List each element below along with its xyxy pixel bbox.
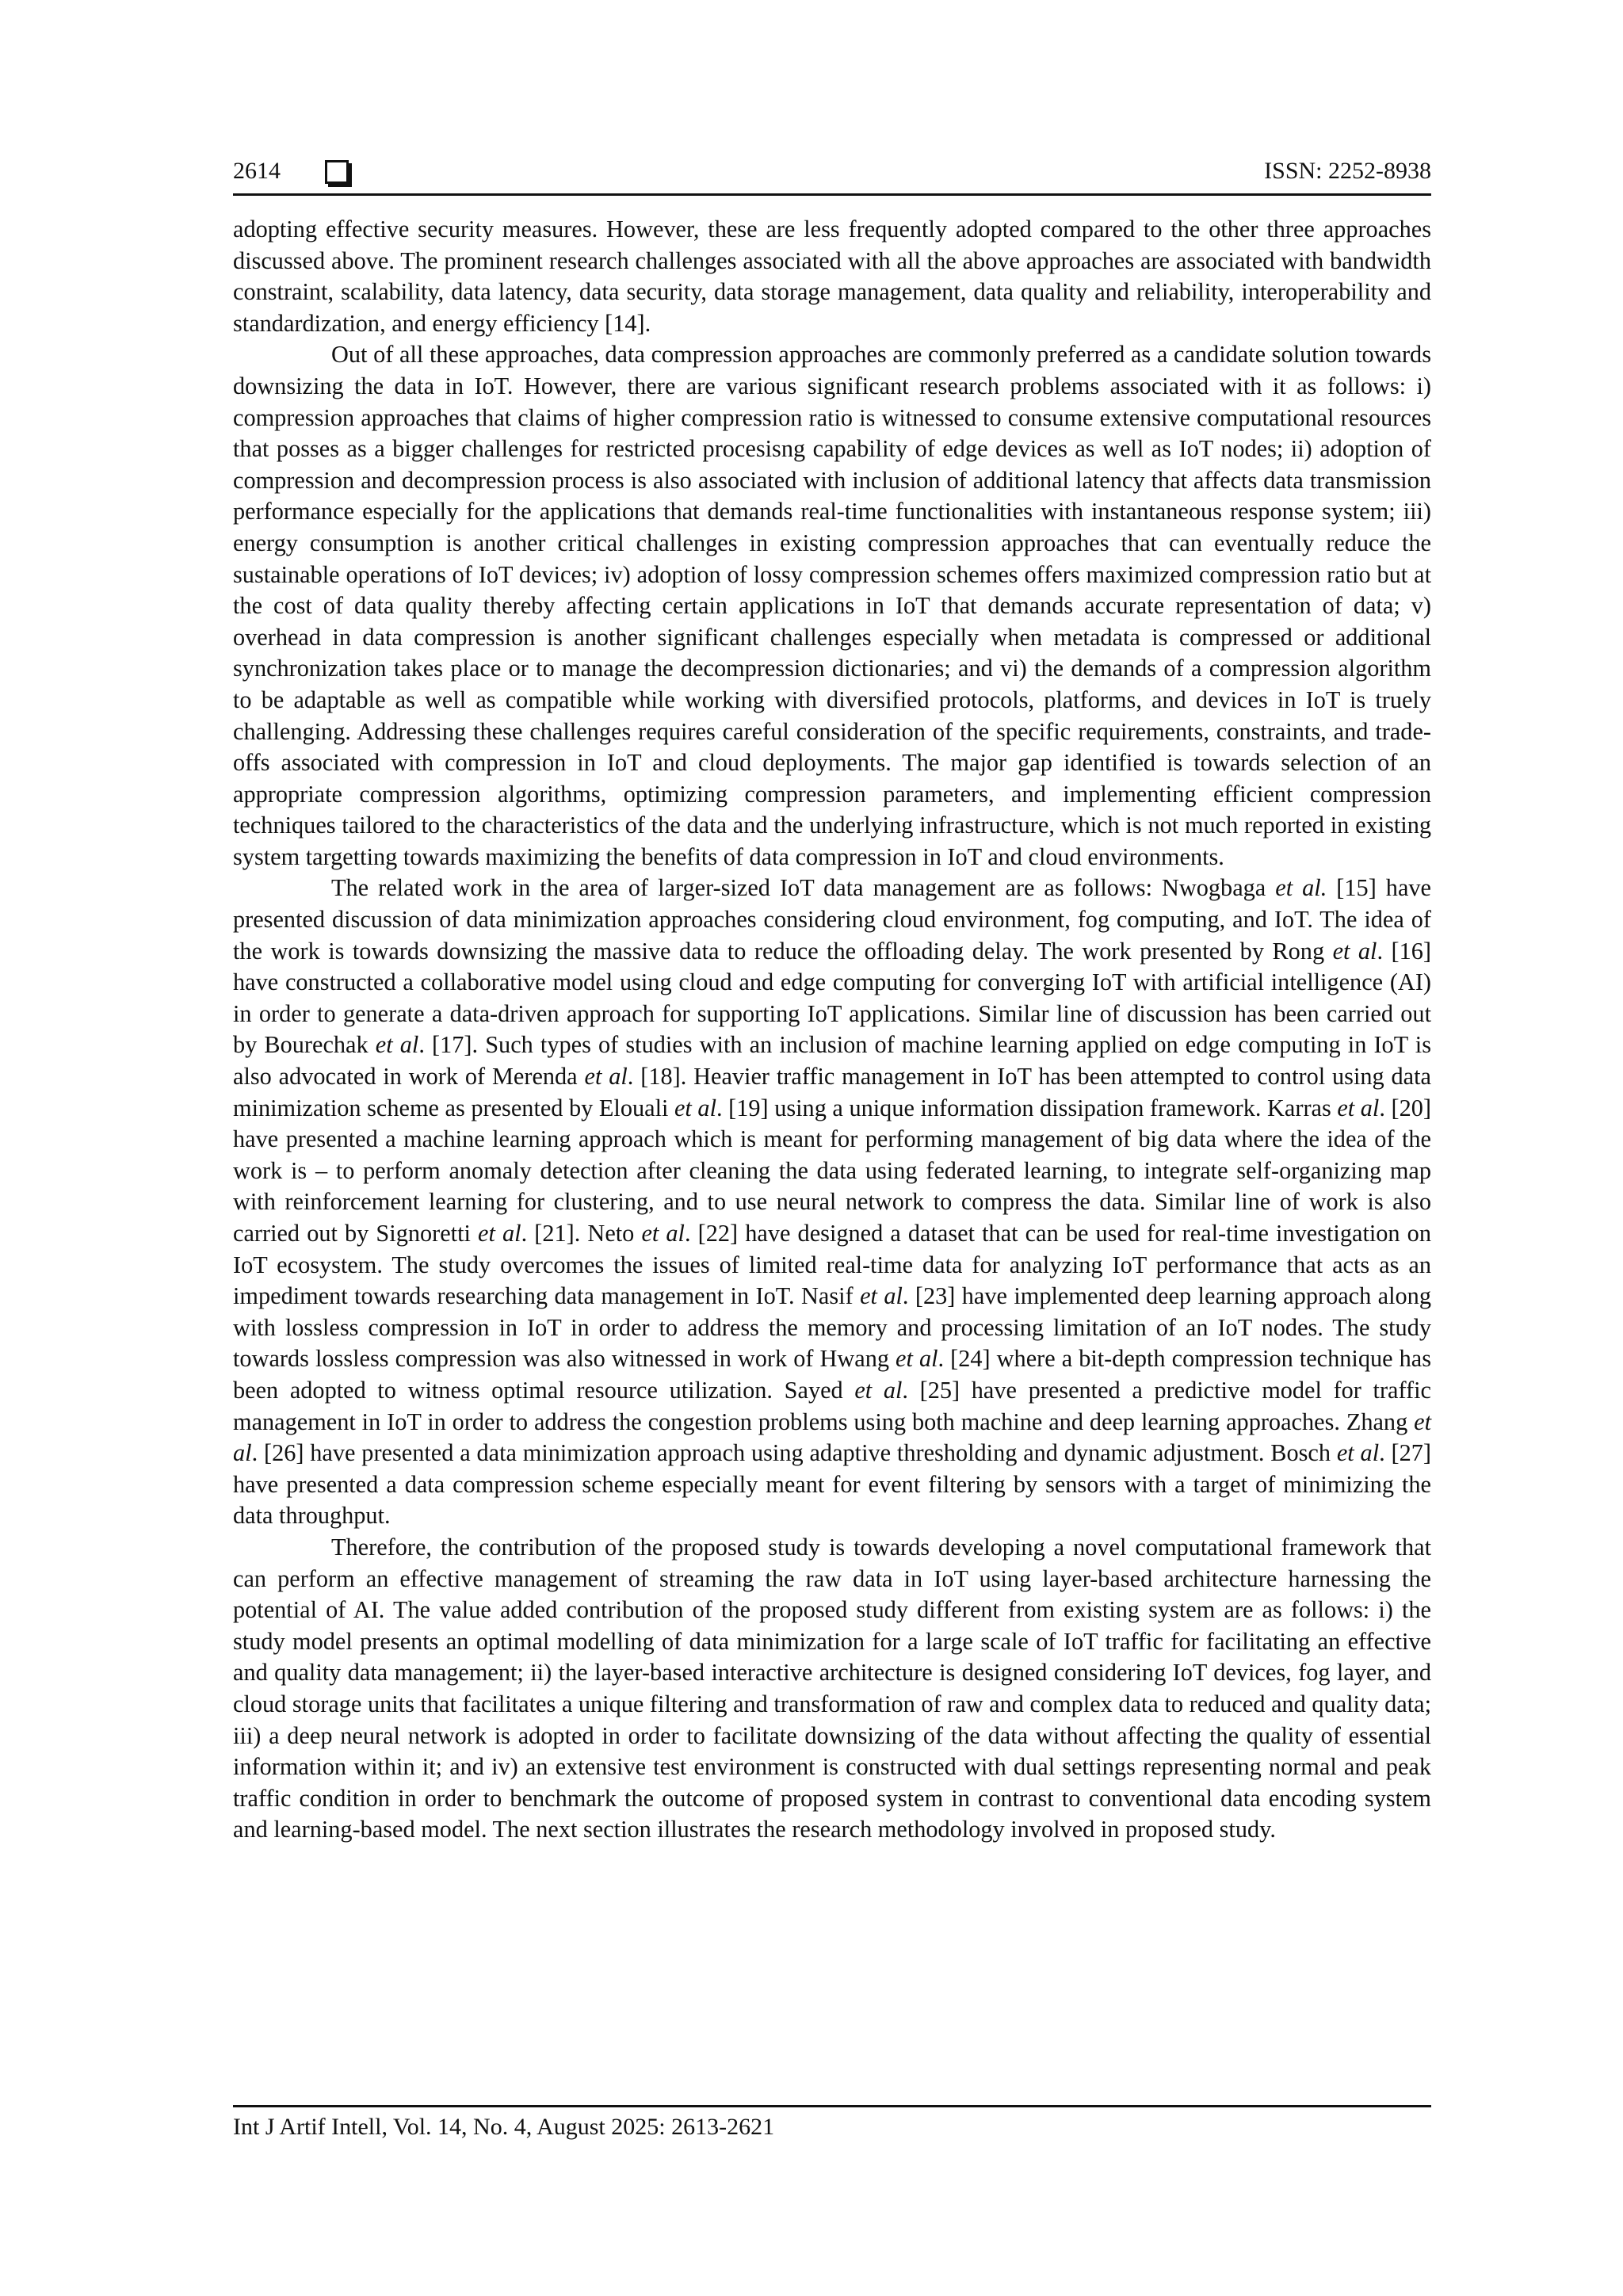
square-box-icon [325, 160, 349, 184]
paragraph-text: Out of all these approaches, data compression approaches are commonly preferred as a candidate solution towards downsizing the data in IoT. However, there are various significant research problems associated with it as follows: i) compression approaches that claims of higher compression ratio is witnessed to consume extensive computational resources that posses as a bigger challenges for restricted procesisng capability of edge devices as well as IoT nodes; ii) adoption of compression and decompression process is also associated with inclusion of additional latency that affects data transmission performance especially for the applications that demands real-time functionalities with instantaneous response system; iii) energy consumption is another critical challenges in existing compression approaches that can eventually reduce the sustainable operations of IoT devices; iv) adoption of lossy compression schemes offers maximized compression ratio but at the cost of data quality thereby affecting certain applications in IoT that demands accurate representation of data; v) overhead in data compression is another significant challenges especially when metadata is compressed or additional synchronization takes place or to manage the decompression dictionaries; and vi) the demands of a compression algorithm to be adaptable as well as compatible while working with diversified protocols, platforms, and devices in IoT is truely challenging. Addressing these challenges requires careful consideration of the specific requirements, constraints, and trade-offs associated with compression in IoT and cloud deployments. The major gap identified is towards selection of an appropriate compression algorithms, optimizing compression parameters, and implementing efficient compression techniques tailored to the characteristics of the data and the underlying infrastructure, which is not much reported in existing system targetting towards maximizing the benefits of data compression in IoT and cloud environments. [233, 341, 1431, 870]
body-paragraph [233, 1532, 1431, 1846]
italic-text: et al [1336, 1439, 1380, 1467]
paragraph-text: . [27] have presented a data compression scheme especially meant for event filtering by sensors with a target of minimizing the data throughput. [233, 1439, 1431, 1530]
italic-text: et al. [1275, 874, 1327, 902]
italic-text: et al [641, 1220, 685, 1247]
paragraph-text: . [16] have constructed a collaborative model using cloud and edge computing for converging IoT with artificial intelligence (AI) in order to generate a data-driven approach for supporting IoT applications. Similar line of discussion has been carried out by Bourechak [233, 937, 1431, 1059]
italic-text: et al [674, 1094, 716, 1121]
paragraph-text: . [18]. Heavier traffic management in IoT has been attempted to control using data minimization scheme as presented by Elouali [233, 1063, 1431, 1121]
paragraph-text: . [25] have presented a predictive model for traffic management in IoT in order to address the congestion problems using both machine and deep learning approaches. Zhang [233, 1376, 1431, 1435]
paragraph-text: . [19] using a unique information dissipation framework. Karras [716, 1094, 1338, 1121]
italic-text: et al [1332, 937, 1377, 965]
paragraph-text: [15] have presented discussion of data minimization approaches considering cloud environment, fog computing, and IoT. The idea of the work is towards downsizing the massive data to reduce the offloading delay. The work presented by Rong [233, 874, 1431, 965]
body-paragraph [233, 873, 1431, 1531]
paragraph-text: . [17]. Such types of studies with an inclusion of machine learning applied on edge computing in IoT is also advocated in work of Merenda [233, 1031, 1431, 1091]
paragraph-text: Therefore, the contribution of the proposed study is towards developing a novel computational framework that can perform an effective management of streaming the raw data in IoT using layer-based architecture harnessing the potential of AI. The value added contribution of the proposed study different from existing system are as follows: i) the study model presents an optimal modelling of data minimization for a large scale of IoT traffic for facilitating an effective and quality data management; ii) the layer-based interactive architecture is designed considering IoT devices, fog layer, and cloud storage units that facilitates a unique filtering and transformation of raw and complex data to reduced and quality data; iii) a deep neural network is adopted in order to facilitate downsizing of the data without affecting the quality of essential information within it; and iv) an extensive test environment is constructed with dual settings representing normal and peak traffic condition in order to benchmark the outcome of proposed system in contrast to conventional data encoding system and learning-based model. The next section illustrates the research methodology involved in proposed study. [233, 1533, 1431, 1843]
paragraph-text: . [26] have presented a data minimization approach using adaptive thresholding and dynamic adjustment. Bosch [251, 1439, 1337, 1467]
paragraph-text: . [20] have presented a machine learning approach which is meant for performing management of big data where the idea of the work is – to perform anomaly detection after cleaning the data using federated learning, to integrate self-organizing map with reinforcement learning for clustering, and to use neural network to compress the data. Similar line of work is also carried out by Signoretti [233, 1094, 1431, 1247]
paragraph-text: . [24] where a bit-depth compression technique has been adopted to witness optimal resource utilization. Sayed [233, 1345, 1432, 1404]
paragraph-text: adopting effective security measures. However, these are less frequently adopted compared to the other three approaches discussed above. The prominent research challenges associated with all the above approaches are associated with bandwidth constraint, scalability, data latency, data security, data storage management, data quality and reliability, interoperability and standardization, and energy efficiency [14]. [233, 216, 1431, 337]
header-rule [233, 193, 1431, 196]
footer-rule [233, 2105, 1431, 2107]
italic-text: et al [896, 1345, 938, 1373]
paragraph-text: . [22] have designed a dataset that can be used for real-time investigation on IoT ecosystem. The study overcomes the issues of limited real-time data for analyzing IoT performance that acts as an impediment towards researching data management in IoT. Nasif [233, 1220, 1431, 1310]
issn-label: ISSN: 2252-8938 [1264, 158, 1431, 184]
italic-text: et al [854, 1376, 903, 1404]
paragraph-text: The related work in the area of larger-sized IoT data management are as follows: Nwogbaga [331, 874, 1276, 902]
page-header [233, 155, 1431, 195]
article-body [233, 214, 1431, 1846]
italic-text: et al [860, 1282, 903, 1310]
italic-text: et al [478, 1220, 521, 1247]
body-paragraph [233, 214, 1431, 339]
italic-text: et al [233, 1408, 1431, 1467]
italic-text: et al [584, 1063, 628, 1091]
body-paragraph [233, 339, 1431, 873]
paragraph-text: . [23] have implemented deep learning approach along with lossless compression in IoT in order to address the memory and processing limitation of an IoT nodes. The study towards lossless compression was also witnessed in work of Hwang [233, 1282, 1431, 1373]
journal-citation: Int J Artif Intell, Vol. 14, No. 4, August 2025: 2613-2621 [233, 2114, 775, 2140]
italic-text: et al [375, 1031, 419, 1059]
page-number: 2614 [233, 158, 281, 184]
paragraph-text: . [21]. Neto [521, 1220, 642, 1247]
italic-text: et al [1337, 1094, 1380, 1121]
